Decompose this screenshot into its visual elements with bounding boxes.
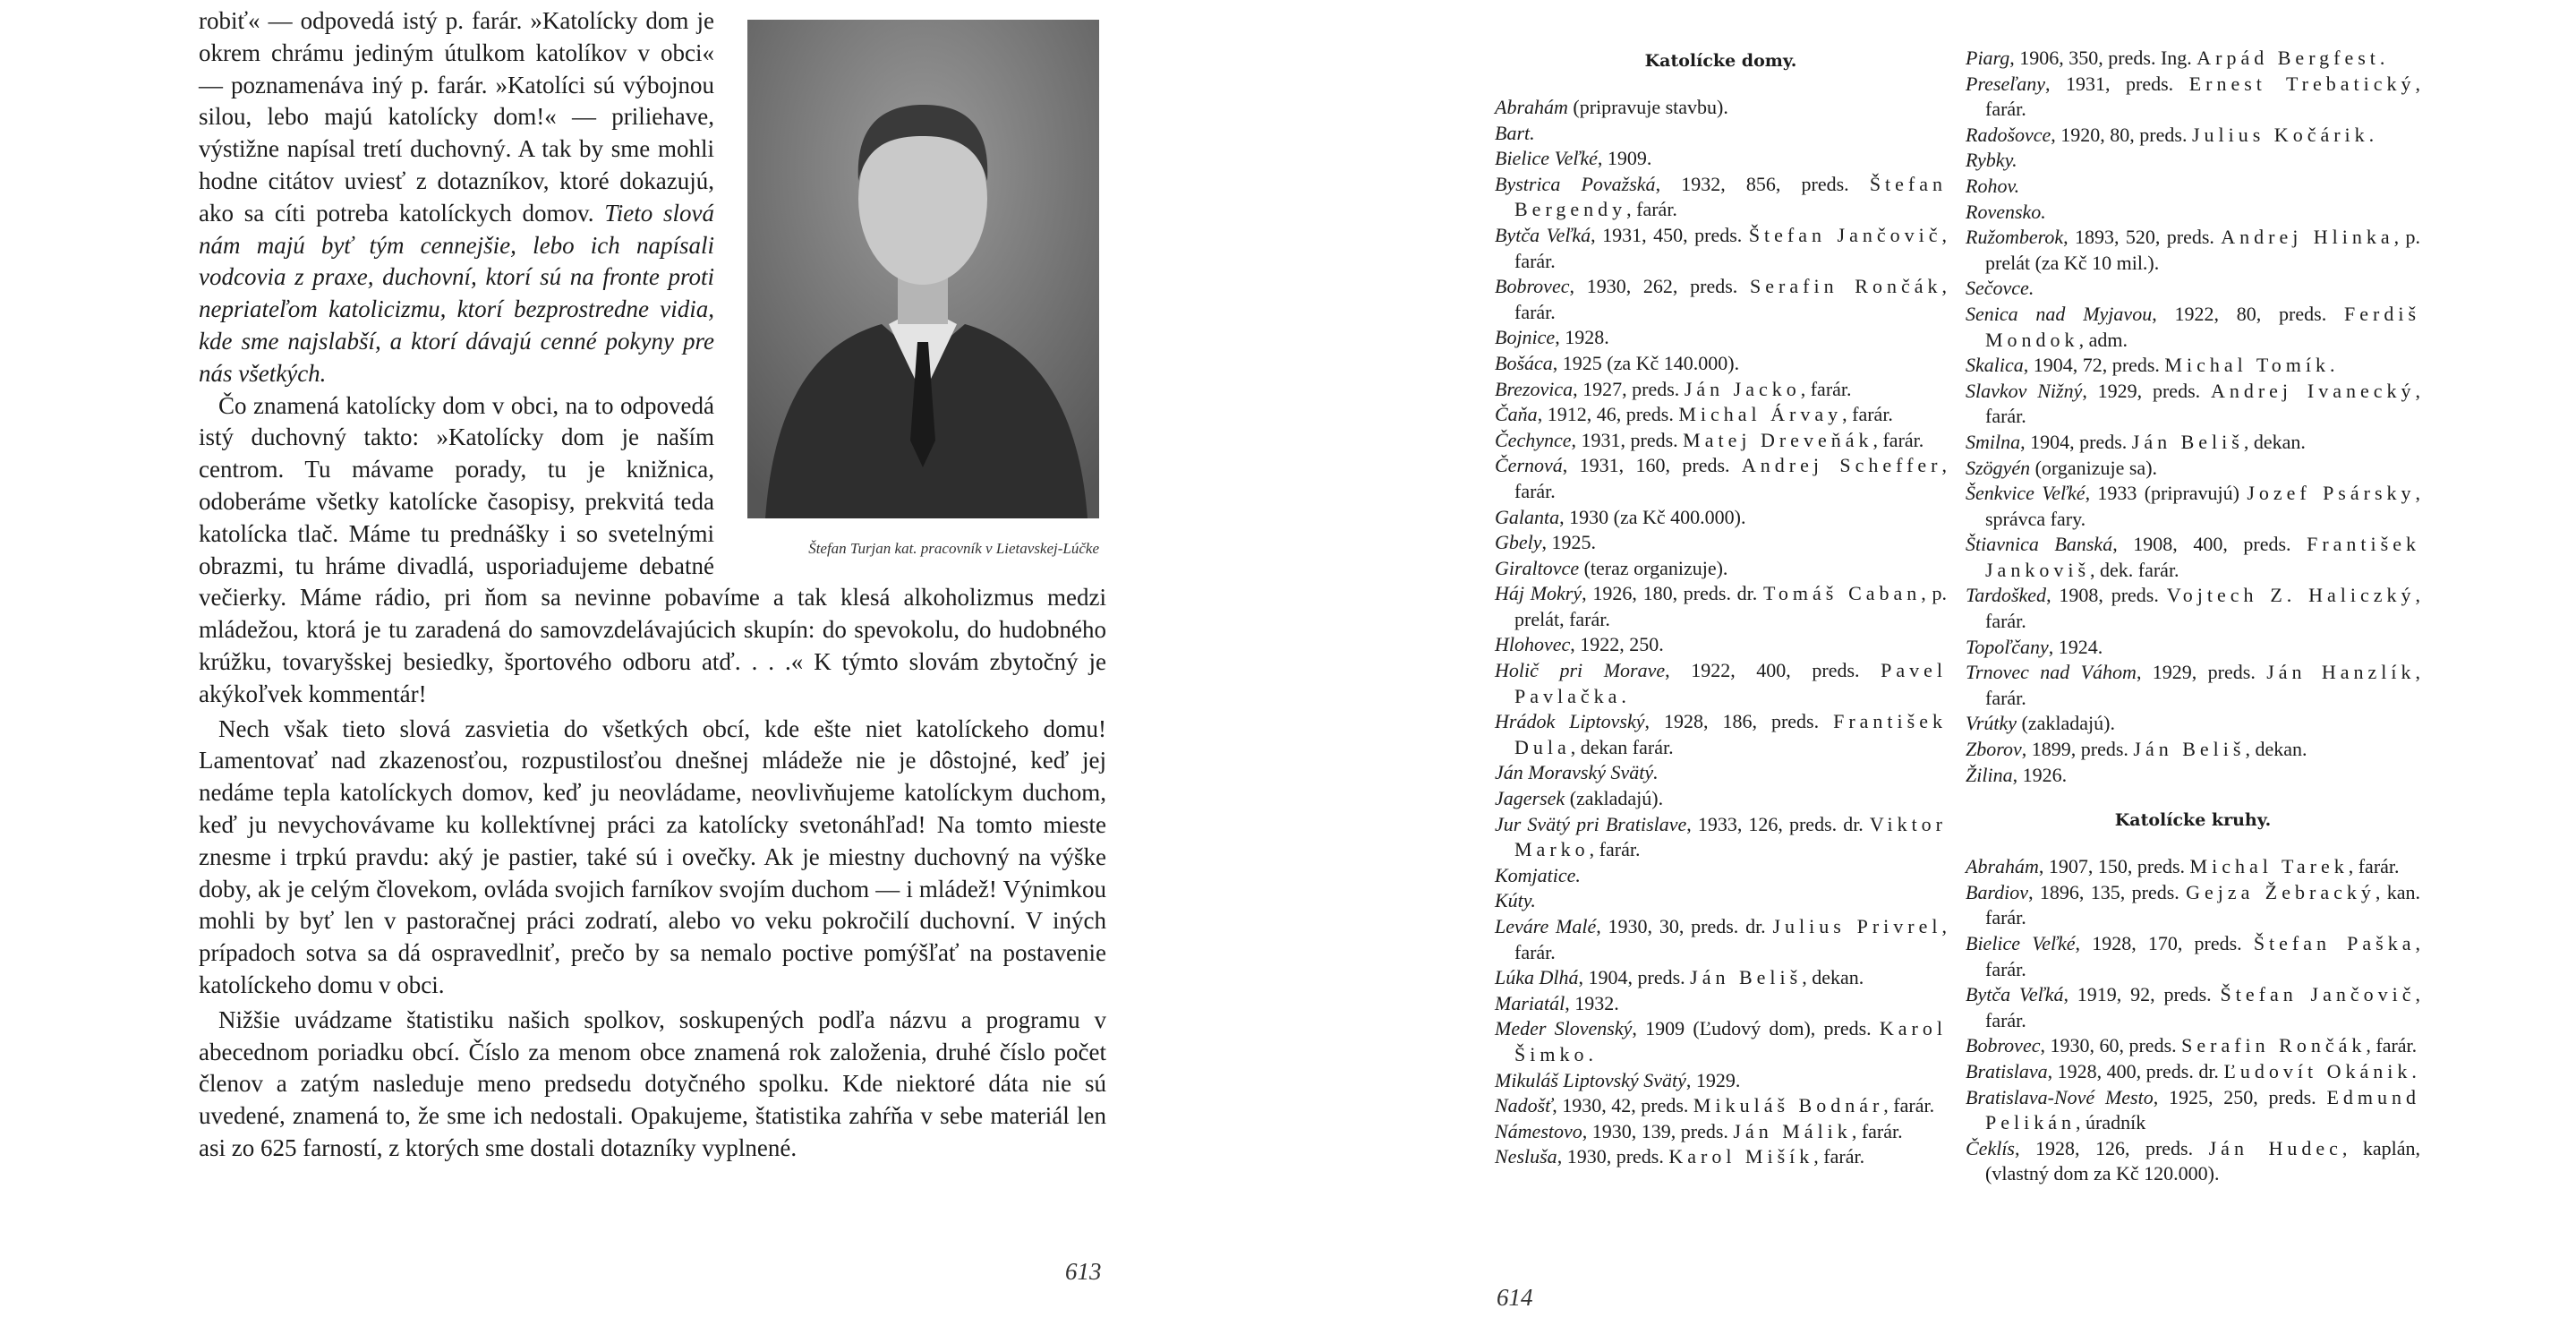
entry-details: , 1929, preds. <box>2082 379 2211 402</box>
entry-role: , farár. <box>1514 915 1947 963</box>
entry-place: Galanta <box>1495 505 1560 528</box>
entry-details: , 1928, 400, preds. dr. <box>2047 1059 2224 1082</box>
entry-place: Tardošked <box>1966 584 2047 607</box>
entry-place: Rohov. <box>1966 174 2020 197</box>
entry-place: Bošáca <box>1495 351 1553 374</box>
entry-place: Kúty. <box>1495 889 1536 912</box>
entry-details: , 1927, preds. <box>1573 377 1685 400</box>
entry-chairman: Ján Hanzlík <box>2266 661 2416 684</box>
entry-place: Bielice Veľké <box>1495 147 1598 170</box>
entry-role: , adm. <box>2078 328 2128 351</box>
list-entry <box>1495 1016 1947 1067</box>
entry-details: , 1909 (Ľudový dom), preds. <box>1632 1017 1880 1040</box>
entry-chairman: Edmund Pelikán <box>1985 1085 2420 1134</box>
list-entry <box>1966 379 2420 430</box>
entry-place: Sečovce. <box>1966 277 2034 300</box>
entry-place: Rybky. <box>1966 149 2017 172</box>
entry-chairman: Julius Kočárik <box>2191 123 2369 146</box>
entry-role: , kaplán, (vlastný dom za Kč 120.000). <box>1985 1136 2420 1185</box>
list-entry <box>1495 658 1947 709</box>
entry-place: Bielice Veľké <box>1966 932 2076 954</box>
entry-details: , 1920, 80, preds. <box>2051 123 2192 146</box>
entry-details: , 1912, 46, preds. <box>1537 403 1679 426</box>
entry-role: , farár. <box>1985 72 2420 121</box>
entry-chairman: Ferdiš Mondok <box>1985 302 2420 351</box>
entry-chairman: Štefan Jančovič <box>1748 223 1942 246</box>
entry-role: , úradník <box>2076 1111 2146 1134</box>
entry-details: , 1904, preds. <box>2020 430 2132 453</box>
entry-place: Bytča Veľká <box>1966 983 2064 1006</box>
entry-details: , 1899, preds. <box>2021 738 2134 761</box>
entry-place: Žilina <box>1966 763 2013 786</box>
entry-place: Nesluša <box>1495 1145 1557 1168</box>
entry-details: , 1924. <box>2048 635 2103 658</box>
entry-place: Abrahám <box>1495 96 1568 118</box>
entry-details: , 1908, 400, preds. <box>2112 533 2307 556</box>
entry-details: , 1922, 250. <box>1570 633 1664 656</box>
entry-role: , dekan. <box>2245 738 2307 761</box>
list-entry <box>1495 351 1947 377</box>
entry-chairman: Arpád Bergfest <box>2196 47 2380 69</box>
list-entry <box>1495 1068 1947 1094</box>
entry-details: , 1932. <box>1565 991 1619 1014</box>
entry-chairman: Viktor Marko <box>1514 812 1948 861</box>
entry-details: , 1930 (za Kč 400.000). <box>1559 505 1746 528</box>
entry-details: , 1906, 350, preds. Ing. <box>2009 47 2197 69</box>
entry-details: , 1931, 450, preds. <box>1591 223 1749 246</box>
list-entry <box>1495 1119 1947 1145</box>
list-entry <box>1495 402 1947 428</box>
entry-place: Čaňa <box>1495 403 1538 426</box>
page-number-left: 613 <box>1065 1258 1102 1285</box>
entry-chairman: Štefan Bergendy <box>1514 172 1948 221</box>
entry-role: , farár. <box>2366 1034 2418 1057</box>
entry-place: Šenkvice Veľké <box>1966 482 2086 505</box>
list-entry <box>1495 991 1947 1017</box>
entry-place: Leváre Malé <box>1495 915 1597 937</box>
photo-figure <box>730 5 1106 578</box>
entry-details: , 1929. <box>1685 1068 1741 1091</box>
entry-place: Brezovica <box>1495 377 1574 400</box>
entry-place: Topoľčany <box>1966 635 2049 658</box>
entry-details: , 1928, 126, preds. <box>2015 1136 2209 1159</box>
entry-place: Bojnice <box>1495 326 1556 349</box>
entry-role: , farár. <box>1514 223 1947 272</box>
list-entry <box>1495 581 1947 632</box>
entry-place: Čechynce <box>1495 428 1572 451</box>
entry-place: Rovensko. <box>1966 200 2046 223</box>
list-entry <box>1495 632 1947 658</box>
entry-details: , 1928, 186, preds. <box>1644 710 1834 733</box>
entry-chairman: Serafin Rončák <box>1750 275 1942 298</box>
entry-place: Vrútky <box>1966 712 2017 735</box>
entry-details: , 1893, 520, preds. <box>2063 226 2222 249</box>
entry-place: Ján Moravský Svätý. <box>1495 761 1659 784</box>
entry-place: Trnovec nad Váhom <box>1966 661 2137 684</box>
entry-role: , farár. <box>1514 275 1948 323</box>
list-entry <box>1495 428 1947 454</box>
entry-chairman: Tomáš Caban <box>1763 582 1922 605</box>
entry-details: , 1925. <box>1541 531 1597 554</box>
photo-caption: Štefan Turjan kat. pracovník v Lietavskej-Lúčke <box>808 540 1099 557</box>
portrait-photo <box>747 20 1099 518</box>
entry-chairman: Jozef Psársky <box>2247 482 2416 505</box>
entry-place: Slavkov Nižný <box>1966 379 2083 402</box>
entry-place: Mariatál <box>1495 991 1565 1014</box>
list-entry <box>1495 146 1947 172</box>
entry-details: , 1907, 150, preds. <box>2038 855 2190 878</box>
entry-place: Mikuláš Liptovský Svätý <box>1495 1068 1686 1091</box>
entry-details: , 1930, 42, preds. <box>1552 1094 1693 1117</box>
list-entry <box>1966 737 2420 763</box>
list-entry <box>1966 1085 2420 1136</box>
entry-chairman: Štefan Paška <box>2253 932 2416 954</box>
list-entry <box>1495 530 1947 556</box>
left-page-body <box>199 5 1106 1165</box>
entry-place: Komjatice. <box>1495 863 1581 886</box>
paragraph-1-text: robiť« — odpovedá istý p. farár. »Katolícky dom je okrem chrámu jediným útulkom katolíkov v obci« — poznamenáva iný p. farár. »Katolíci sú výbojnou silou, lebo majú katolícky dom!« — priliehave, výstižne napísal tretí duchovný. A tak by sme mohli hodne citátov uviesť z dotazníkov, ktoré dokazujú, ako sa cíti potreba katolíckych domov. <box>199 7 714 227</box>
entry-chairman: Gejza Žebracký <box>2186 880 2376 903</box>
entry-details: (teraz organizuje). <box>1579 556 1728 579</box>
list-entry <box>1495 95 1947 121</box>
entry-place: Piarg <box>1966 47 2010 69</box>
entry-details: , 1922, 80, preds. <box>2152 302 2344 325</box>
list-entry <box>1966 148 2420 174</box>
list-entry <box>1495 121 1947 147</box>
entry-role: , p. prelát, farár. <box>1514 582 1948 630</box>
list-entry <box>1966 123 2420 149</box>
entry-chairman: Michal Tomík <box>2164 354 2330 377</box>
entry-details: , 1904, preds. <box>1578 966 1691 989</box>
entry-place: Bratislava-Nové Mesto <box>1966 1085 2154 1108</box>
entry-place: Štiavnica Banská <box>1966 533 2113 556</box>
entry-chairman: Michal Tarek <box>2189 855 2349 878</box>
entry-place: Bardiov <box>1966 880 2029 903</box>
entry-place: Ružomberok <box>1966 226 2064 249</box>
entry-place: Čeklís <box>1966 1136 2015 1159</box>
entry-place: Hlohovec <box>1495 633 1571 656</box>
entry-chairman: Vojtech Z. Haliczký <box>2166 584 2416 607</box>
list-entry <box>1495 914 1947 965</box>
entry-details: , 1926. <box>2012 763 2068 786</box>
entry-chairman: Ján Beliš <box>2131 430 2244 453</box>
entry-chairman: Matej Dreveňák <box>1683 428 1873 451</box>
entry-role: . <box>2379 47 2385 69</box>
entry-place: Jagersek <box>1495 787 1565 810</box>
list-entry <box>1966 532 2420 583</box>
entry-details: , 1932, 856, preds. <box>1655 172 1870 195</box>
entry-details: , 1919, 92, preds. <box>2063 983 2221 1006</box>
entry-role: , farár. <box>1514 454 1947 502</box>
list-entry <box>1495 888 1947 914</box>
list-entry <box>1966 72 2420 123</box>
entry-details: , 1896, 135, preds. <box>2028 880 2187 903</box>
entry-chairman: Ľudovít Okánik <box>2223 1059 2412 1082</box>
entry-place: Smilna <box>1966 430 2021 453</box>
entry-role: . <box>2329 354 2335 377</box>
entry-place: Nadošť <box>1495 1094 1553 1117</box>
entry-place: Háj Mokrý <box>1495 582 1582 605</box>
entry-details: , 1928. <box>1555 326 1609 349</box>
entry-place: Senica nad Myjavou <box>1966 302 2153 325</box>
entry-details: , 1931, preds. <box>1571 428 1684 451</box>
entry-chairman: Ernest Trebatický <box>2188 72 2416 95</box>
list-entry <box>1966 660 2420 711</box>
entry-role: , farár. <box>1883 1094 1935 1117</box>
list-entry <box>1495 1093 1947 1119</box>
list-entry <box>1966 46 2420 72</box>
entry-details: , 1904, 72, preds. <box>2023 354 2165 377</box>
entry-chairman: Andrej Hlinka <box>2221 226 2394 249</box>
entry-details: , 1930, 60, preds. <box>2040 1034 2182 1057</box>
entry-place: Radošovce <box>1966 123 2051 146</box>
list-entry <box>1966 481 2420 532</box>
entry-details: , 1926, 180, preds. dr. <box>1582 582 1764 605</box>
entry-chairman: Ján Málik <box>1733 1119 1852 1142</box>
entry-details: , 1931, preds. <box>2045 72 2189 95</box>
list-entry <box>1495 172 1947 223</box>
entry-chairman: Ján Jacko <box>1684 377 1801 400</box>
entry-place: Hrádok Liptovský <box>1495 710 1645 733</box>
paragraph-3: Nech však tieto slová zasvietia do všetkých obcí, kde ešte niet katolíckeho domu! Lamentovať nad zkazenosťou, rozpustilosťou dnešnej mládeže nie je dôstojné, keď jej nedáme tepla katolíckych domov, keď ju neovládame, neovlivňujeme katolíckym duchom, keď ju nevychovávame ku kollektívnej práci za katolícky svetonáhľad! Na tomto mieste znesme i trpkú pravdu: aký je pastier, také sú i ovečky. Ak je miestny duchovný na výške doby, ak je celým človekom, ovláda svojich farníkov svojím duchom — i mládež! Výnimkou mohli by byť len v pastoračnej práci zodratí, alebo vo veku pokročilí duchovní. V iných prípadoch sotva sa dá ospravedlniť, prečo by sa nemalo poctive pomýšľať na postavenie katolíckeho domu v obci. <box>199 714 1106 998</box>
entry-role: , farár. <box>1813 1145 1865 1168</box>
entry-role: , farár. <box>1851 1119 1903 1142</box>
list-entry <box>1495 786 1947 812</box>
list-entry <box>1966 711 2420 737</box>
entry-place: Preseľany <box>1966 72 2046 95</box>
list-entry <box>1966 931 2420 982</box>
entry-details: , 1909. <box>1597 147 1652 170</box>
entry-role: , farár. <box>1626 198 1677 221</box>
entry-details: , 1922, 400, preds. <box>1665 659 1881 682</box>
entry-chairman: Štefan Jančovič <box>2220 983 2416 1006</box>
entry-role: , dek. farár. <box>2090 558 2179 581</box>
entry-chairman: Julius Privrel <box>1772 915 1942 937</box>
list-entry <box>1966 635 2420 661</box>
entry-chairman: Pavel Pavlačka <box>1514 659 1948 707</box>
list-entry <box>1966 854 2420 880</box>
entry-role: , farár. <box>1872 428 1924 451</box>
entry-place: Bobrovec <box>1495 275 1570 298</box>
entry-chairman: Serafin Rončák <box>2181 1034 2367 1057</box>
list-entry <box>1966 174 2420 200</box>
entry-chairman: Michal Árvay <box>1678 403 1843 426</box>
list-entry <box>1966 225 2420 276</box>
entry-chairman: Andrej Ivanecký <box>2210 379 2416 402</box>
entry-role: , farár. <box>1985 932 2420 980</box>
entry-place: Giraltovce <box>1495 556 1580 579</box>
list-entry <box>1966 276 2420 302</box>
right-page-column-2 <box>1966 46 2420 1187</box>
entry-place: Bytča Veľká <box>1495 223 1591 246</box>
entry-place: Szögyén <box>1966 456 2031 479</box>
entry-chairman: Andrej Scheffer <box>1741 454 1942 477</box>
entry-role: . <box>2411 1059 2417 1082</box>
entry-role: , farár. <box>1589 838 1641 861</box>
entry-chairman: Ján Beliš <box>2133 738 2246 761</box>
entry-details: (pripravuje stavbu). <box>1567 96 1728 118</box>
entry-role: , p. prelát (za Kč 10 mil.). <box>1985 226 2421 274</box>
list-entry <box>1966 1059 2420 1085</box>
list-entry <box>1966 353 2420 379</box>
list-entry <box>1966 1136 2420 1187</box>
entry-details: , 1928, 170, preds. <box>2075 932 2254 954</box>
section-heading: Katolícke kruhy. <box>2114 810 2272 831</box>
entry-chairman: František Jankoviš <box>1985 533 2420 581</box>
list-entry <box>1966 1033 2420 1059</box>
entry-place: Jur Svätý pri Bratislave <box>1495 812 1687 835</box>
list-entry <box>1495 812 1947 863</box>
entry-place: Námestovo <box>1495 1119 1582 1142</box>
entry-role: , farár. <box>1842 403 1893 426</box>
entry-role: , farár. <box>1985 661 2421 709</box>
entry-details: , 1925, 250, preds. <box>2153 1085 2327 1108</box>
entry-details: , 1930, 139, preds. <box>1582 1119 1734 1142</box>
entry-chairman: František Dula <box>1514 710 1947 758</box>
entry-place: Abrahám <box>1966 855 2039 878</box>
entry-role: . <box>1621 684 1626 707</box>
entry-place: Bystrica Považská <box>1495 172 1656 195</box>
entry-chairman: Ján Beliš <box>1690 966 1803 989</box>
section-heading: Katolícke domy. <box>1644 51 1797 71</box>
list-entry <box>1966 763 2420 789</box>
entry-role: , správca fary. <box>1985 482 2421 530</box>
entry-details: (zakladajú). <box>2017 712 2115 735</box>
list-entry <box>1966 302 2420 353</box>
entry-role: , dekan. <box>2243 430 2306 453</box>
entry-details: , 1930, preds. <box>1557 1145 1669 1168</box>
list-entry <box>1966 456 2420 482</box>
list-entry <box>1495 505 1947 531</box>
list-entry <box>1495 377 1947 403</box>
entry-place: Bobrovec <box>1966 1034 2041 1057</box>
paragraph-2: Čo znamená katolícky dom v obci, na to odpovedá istý duchovný takto: »Katolícky dom je naším centrom. Tu mávame porady, tu je knižnica, odoberáme všetky katolícke časopisy, prekvitá teda katolícka tlač. Máme tu prednášky i so svetelnými obrazmi, tu hráme divadlá, usporiadujeme debatné večierky. Máme rádio, pri ňom sa nevinne pobavíme a tak klesá alkoholizmus medzi mládežou, ktorá je tu zaradená do samovzdelávajúcich skupín: do spevokolu, do hudobného krúžku, tovaryšskej besiedky, športového odboru atď. . . .« K týmto slovám zbytočný je akýkoľvek kommentár! <box>199 391 1106 707</box>
list-entry <box>1495 709 1947 760</box>
entry-role: , kan. farár. <box>1985 880 2420 929</box>
entry-role: , farár. <box>1985 379 2420 428</box>
page-number-right: 614 <box>1497 1284 1533 1311</box>
entry-details: , 1929, preds. <box>2136 661 2267 684</box>
list-entry <box>1495 1144 1947 1170</box>
entry-role: . <box>1588 1042 1593 1065</box>
list-entry <box>1966 982 2420 1033</box>
list-entry <box>1966 200 2420 226</box>
entry-place: Černová <box>1495 454 1563 477</box>
entry-place: Bratislava <box>1966 1059 2048 1082</box>
entry-details: (organizuje sa). <box>2030 456 2158 479</box>
entry-role: . <box>2368 123 2375 146</box>
list-entry <box>1966 583 2420 634</box>
paragraph-4: Nižšie uvádzame štatistiku našich spolkov, soskupených podľa názvu a programu v abecednom poriadku obcí. Číslo za menom obce znamená rok založenia, druhé číslo počet členov a zatým nasleduje meno predsedu dotyčného spolku. Kde niektoré dáta nie sú uvedené, znamená to, že sme ich nedostali. Opakujeme, štatistika zahŕňa v sebe materiál len asi zo 625 farností, z ktorých sme dostali dotazníky vyplnené. <box>199 1005 1106 1161</box>
entry-place: Bart. <box>1495 121 1535 144</box>
entry-place: Gbely <box>1495 531 1542 554</box>
entry-place: Zborov <box>1966 738 2022 761</box>
entry-details: , 1930, 262, preds. <box>1569 275 1751 298</box>
entry-role: , farár. <box>2348 855 2400 878</box>
entry-place: Lúka Dlhá <box>1495 966 1579 989</box>
entry-role: , farár. <box>1985 584 2421 633</box>
list-entry <box>1966 880 2420 931</box>
entry-details: , 1931, 160, preds. <box>1562 454 1742 477</box>
list-entry <box>1966 430 2420 456</box>
paragraph-1-italic-quote: Tieto slová nám majú byť tým cennejšie, lebo ich napísali vodcovia z praxe, duchovní, ktorí sú na fronte proti nepriateľom katolicizmu, ktorí bezprostredne vidia, kde sme najslabší, a ktorí dávajú cenné pokyny pre nás všetkých. <box>199 199 714 387</box>
entry-details: , 1933, 126, preds. dr. <box>1686 812 1870 835</box>
entry-details: , 1908, preds. <box>2046 584 2167 607</box>
entry-role: , dekan. <box>1802 966 1864 989</box>
list-entry <box>1495 325 1947 351</box>
list-entry <box>1495 863 1947 889</box>
list-entry <box>1495 965 1947 991</box>
entry-place: Skalica <box>1966 354 2024 377</box>
entry-details: , 1933 (pripravujú) <box>2085 482 2248 505</box>
entry-place: Holič pri Morave <box>1495 659 1666 682</box>
entry-chairman: Karol Mišík <box>1668 1145 1814 1168</box>
list-entry <box>1495 223 1947 274</box>
entry-place: Meder Slovenský <box>1495 1017 1633 1040</box>
list-entry <box>1495 274 1947 325</box>
list-entry <box>1495 453 1947 504</box>
entry-role: , dekan farár. <box>1570 735 1674 758</box>
entry-chairman: Karol Šimko <box>1514 1017 1947 1065</box>
entry-details: , 1930, 30, preds. dr. <box>1596 915 1773 937</box>
entry-chairman: Ján Hudec <box>2208 1136 2342 1159</box>
list-entry <box>1495 556 1947 582</box>
right-page-column-1 <box>1495 48 1947 1170</box>
entry-chairman: Mikuláš Bodnár <box>1693 1094 1884 1117</box>
entry-details: (zakladajú). <box>1565 787 1664 810</box>
list-entry <box>1495 760 1947 786</box>
entry-role: , farár. <box>1800 377 1852 400</box>
entry-details: , 1925 (za Kč 140.000). <box>1552 351 1740 374</box>
entry-role: , farár. <box>1985 983 2421 1031</box>
